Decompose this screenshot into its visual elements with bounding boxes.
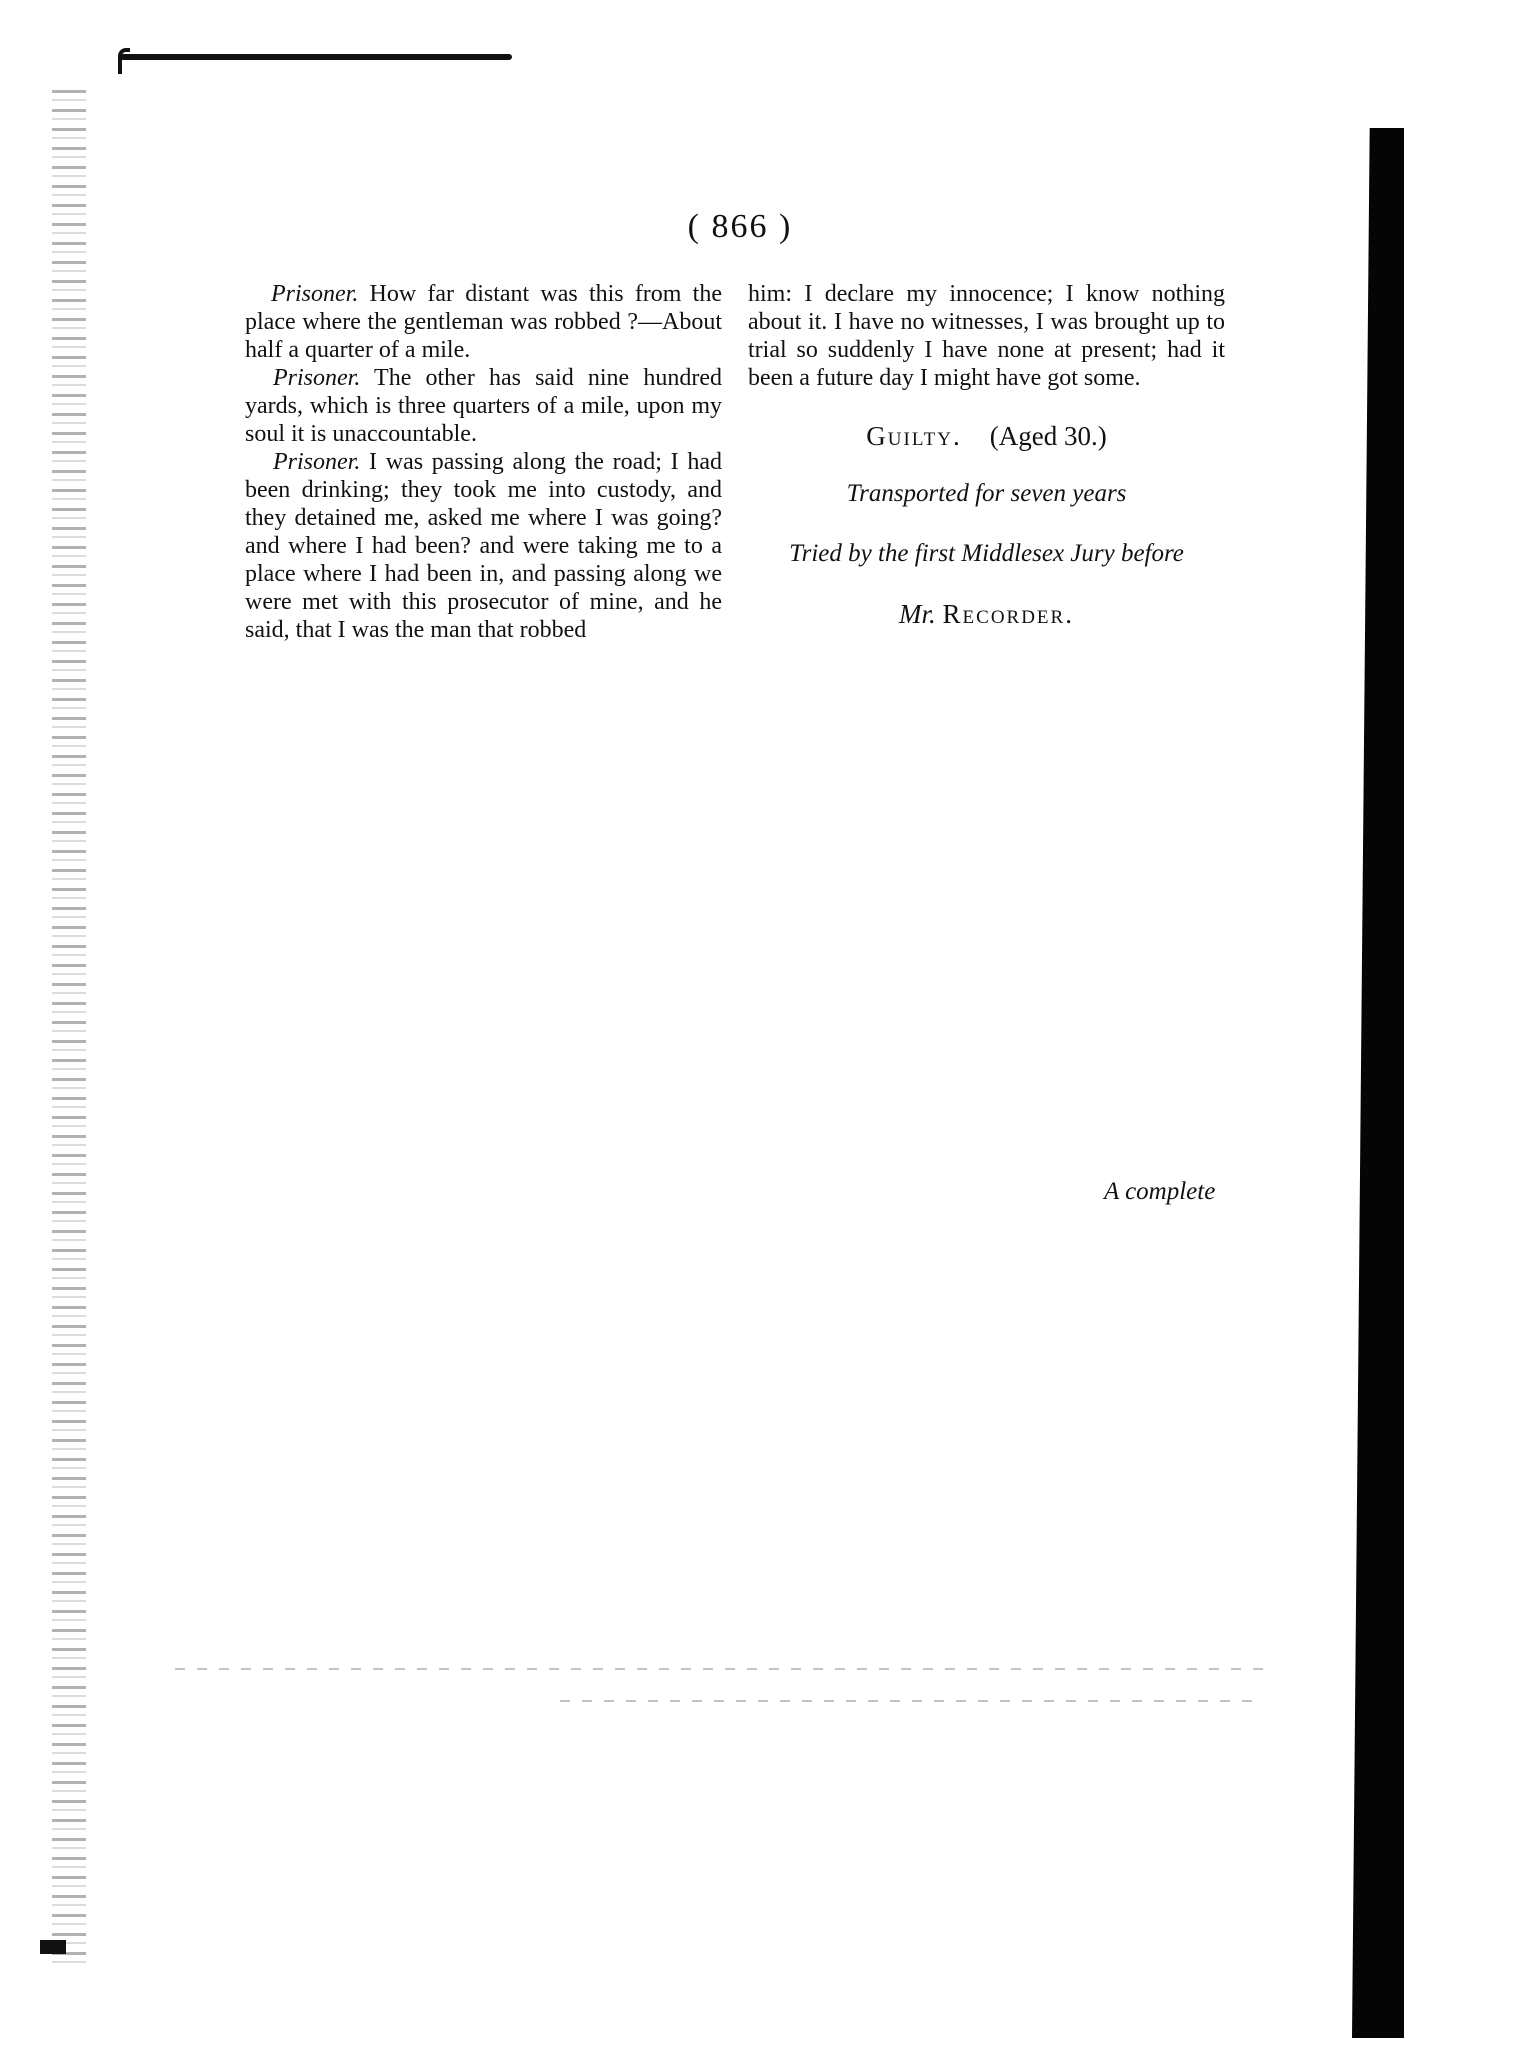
testimony-text: The other has said nine hundred yards, which is three quarters of a mile, upon my soul it is unaccountable. — [245, 365, 722, 447]
speaker-label: Prisoner. — [271, 281, 359, 307]
left-column — [245, 280, 722, 644]
scan-artifact-left-binding — [52, 90, 86, 1970]
testimony-text: I was passing along the road; I had been drinking; they took me into custody, and they detained me, asked me where I was going? and where I had been? and were taking me to a place where I had been in, and passing along we were met with this prosecutor of mine, and he said, that I was the man that robbed — [245, 449, 722, 643]
judge-title: Mr. — [899, 599, 936, 629]
testimony-paragraph — [245, 448, 722, 644]
scan-artifact-left-mark — [40, 1940, 66, 1954]
verdict-line — [748, 422, 1225, 450]
testimony-continuation: him: I declare my innocence; I know nothing about it. I have no witnesses, I was brought up to trial so suddenly I have none at present; had it been a future day I might have got some. — [748, 281, 1225, 391]
testimony-paragraph — [245, 364, 722, 448]
testimony-text: How far distant was this from the place where the gentleman was robbed ?—About half a quarter of a mile. — [245, 281, 722, 363]
scan-artifact-top-hook — [118, 48, 130, 74]
speaker-label: Prisoner. — [273, 365, 361, 391]
right-column — [748, 280, 1225, 628]
sentence-line: Transported for seven years — [846, 480, 1127, 507]
scan-artifact-top-edge — [120, 54, 512, 60]
page-number: ( 866 ) — [687, 208, 793, 245]
scan-artifact-right-shadow — [1352, 128, 1404, 2038]
verdict-text: Guilty. — [866, 421, 962, 451]
catchword: A complete — [1104, 1178, 1216, 1205]
testimony-paragraph — [245, 280, 722, 364]
speaker-label: Prisoner. — [273, 449, 361, 475]
jury-line: Tried by the first Middlesex Jury before — [789, 540, 1184, 567]
prisoner-age: (Aged 30.) — [989, 421, 1107, 451]
scan-artifact-dash-line — [560, 1700, 1260, 1702]
judge-line — [748, 600, 1225, 628]
scan-artifact-dash-line — [175, 1668, 1265, 1670]
judge-name: Recorder. — [942, 599, 1074, 629]
